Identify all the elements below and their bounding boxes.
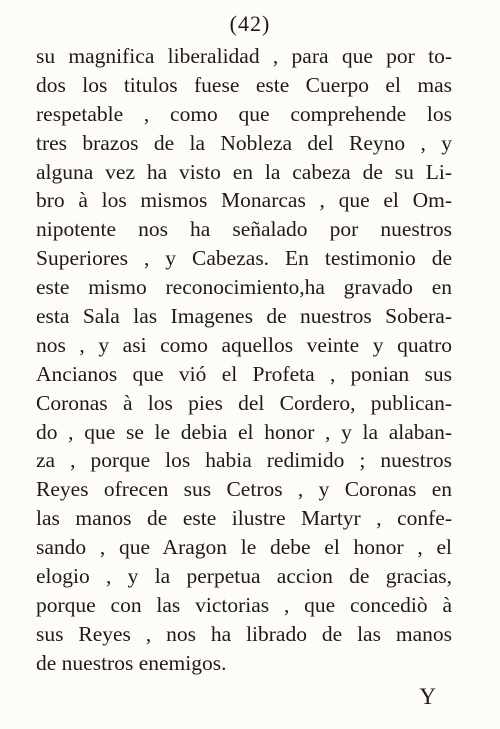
text-line: Coronas à los pies del Cordero, publican- — [36, 390, 452, 415]
text-line: Superiores , y Cabezas. En testimonio de — [36, 246, 452, 271]
catchword: Y — [419, 684, 436, 709]
text-line: za , porque los habia redimido ; nuestros — [36, 448, 452, 473]
text-line: esta Sala las Imagenes de nuestros Sobera- — [36, 304, 452, 329]
text-line: sus Reyes , nos ha librado de las manos — [36, 621, 452, 646]
text-line: do , que se le debia el honor , y la alaban- — [36, 419, 452, 444]
text-line: tres brazos de la Nobleza del Reyno , y — [36, 130, 452, 155]
text-line: nipotente nos ha señalado por nuestros — [36, 217, 452, 242]
text-line: respetable , como que comprehende los — [36, 101, 452, 126]
text-line: Reyes ofrecen sus Cetros , y Coronas en — [36, 477, 452, 502]
page-number: (42) — [229, 11, 271, 36]
text-line: alguna vez ha visto en la cabeza de su Li- — [36, 159, 452, 184]
text-line: las manos de este ilustre Martyr , confe- — [36, 506, 452, 531]
text-line: elogio , y la perpetua accion de gracias, — [36, 564, 452, 589]
body-text — [36, 42, 452, 678]
text-line: de nuestros enemigos. — [36, 650, 227, 675]
text-line: nos , y asi como aquellos veinte y quatro — [36, 332, 452, 357]
text-line: sando , que Aragon le debe el honor , el — [36, 535, 452, 560]
text-line: su magnifica liberalidad , para que por to- — [36, 44, 452, 68]
text-line: porque con las victorias , que concediò à — [36, 592, 452, 617]
text-line: bro à los mismos Monarcas , que el Om- — [36, 188, 452, 213]
text-line: dos los titulos fuese este Cuerpo el mas — [36, 72, 452, 97]
text-line: Ancianos que vió el Profeta , ponian sus — [36, 361, 452, 386]
text-line: este mismo reconocimiento,ha gravado en — [36, 275, 452, 300]
